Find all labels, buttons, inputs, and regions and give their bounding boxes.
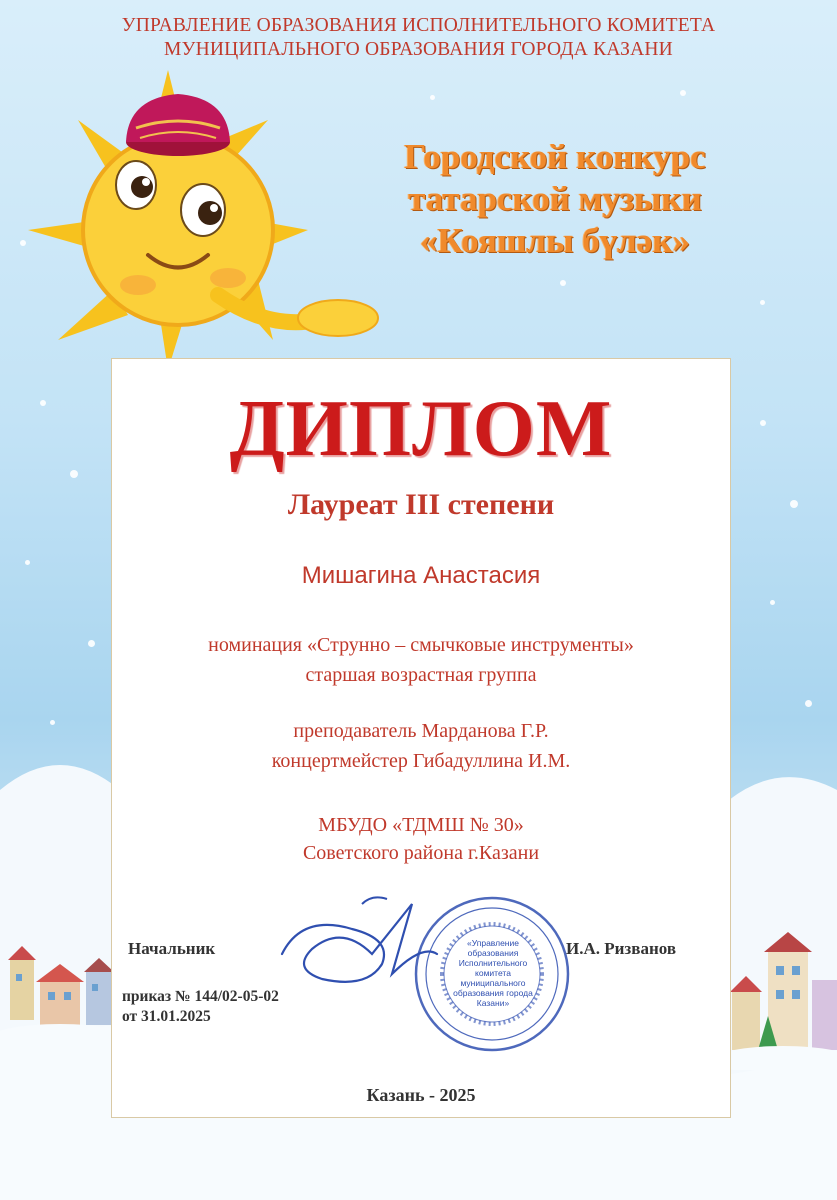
teacher: преподаватель Марданова Г.Р. [293,720,549,742]
contest-title-line: «Кояшлы бүләк» [419,221,690,260]
school: МБУДО «ТДМШ № 30» [318,814,524,836]
issuer-line: УПРАВЛЕНИЕ ОБРАЗОВАНИЯ ИСПОЛНИТЕЛЬНОГО КОМИТЕТА [121,15,716,36]
recipient-name: Мишагина Анастасия [301,562,541,589]
signer-name: И.А. Ризванов [566,939,676,958]
signer-position: Начальник [128,939,216,958]
order-reference [122,987,279,1027]
contest-title [360,136,750,262]
order-number: приказ № 144/02-05-02 [122,988,279,1005]
order-date: от 31.01.2025 [122,1008,211,1025]
sun-mascot-illustration [18,50,398,380]
age-group: старшая возрастная группа [305,664,537,686]
official-stamp [412,894,572,1054]
issuer-line: МУНИЦИПАЛЬНОГО ОБРАЗОВАНИЯ ГОРОДА КАЗАНИ [164,39,673,60]
diploma-card [111,358,731,1118]
houses-illustration [0,930,120,1050]
accompanist: концертмейстер Гибадуллина И.М. [271,750,571,772]
houses-illustration [728,920,837,1070]
contest-title-line: татарской музыки [408,179,702,218]
diploma-title: ДИПЛОМ [229,385,613,473]
stamp-center-text: «Управление образования Исполнительного комитета муниципального образования города Казани» [453,938,533,1008]
award-degree: Лауреат III степени [287,488,555,521]
nomination: номинация «Струнно – смычковые инструменты» [208,634,634,656]
contest-title-line: Городской конкурс [404,137,706,176]
city-year: Казань - 2025 [366,1085,476,1105]
school-district: Советского района г.Казани [302,842,540,864]
